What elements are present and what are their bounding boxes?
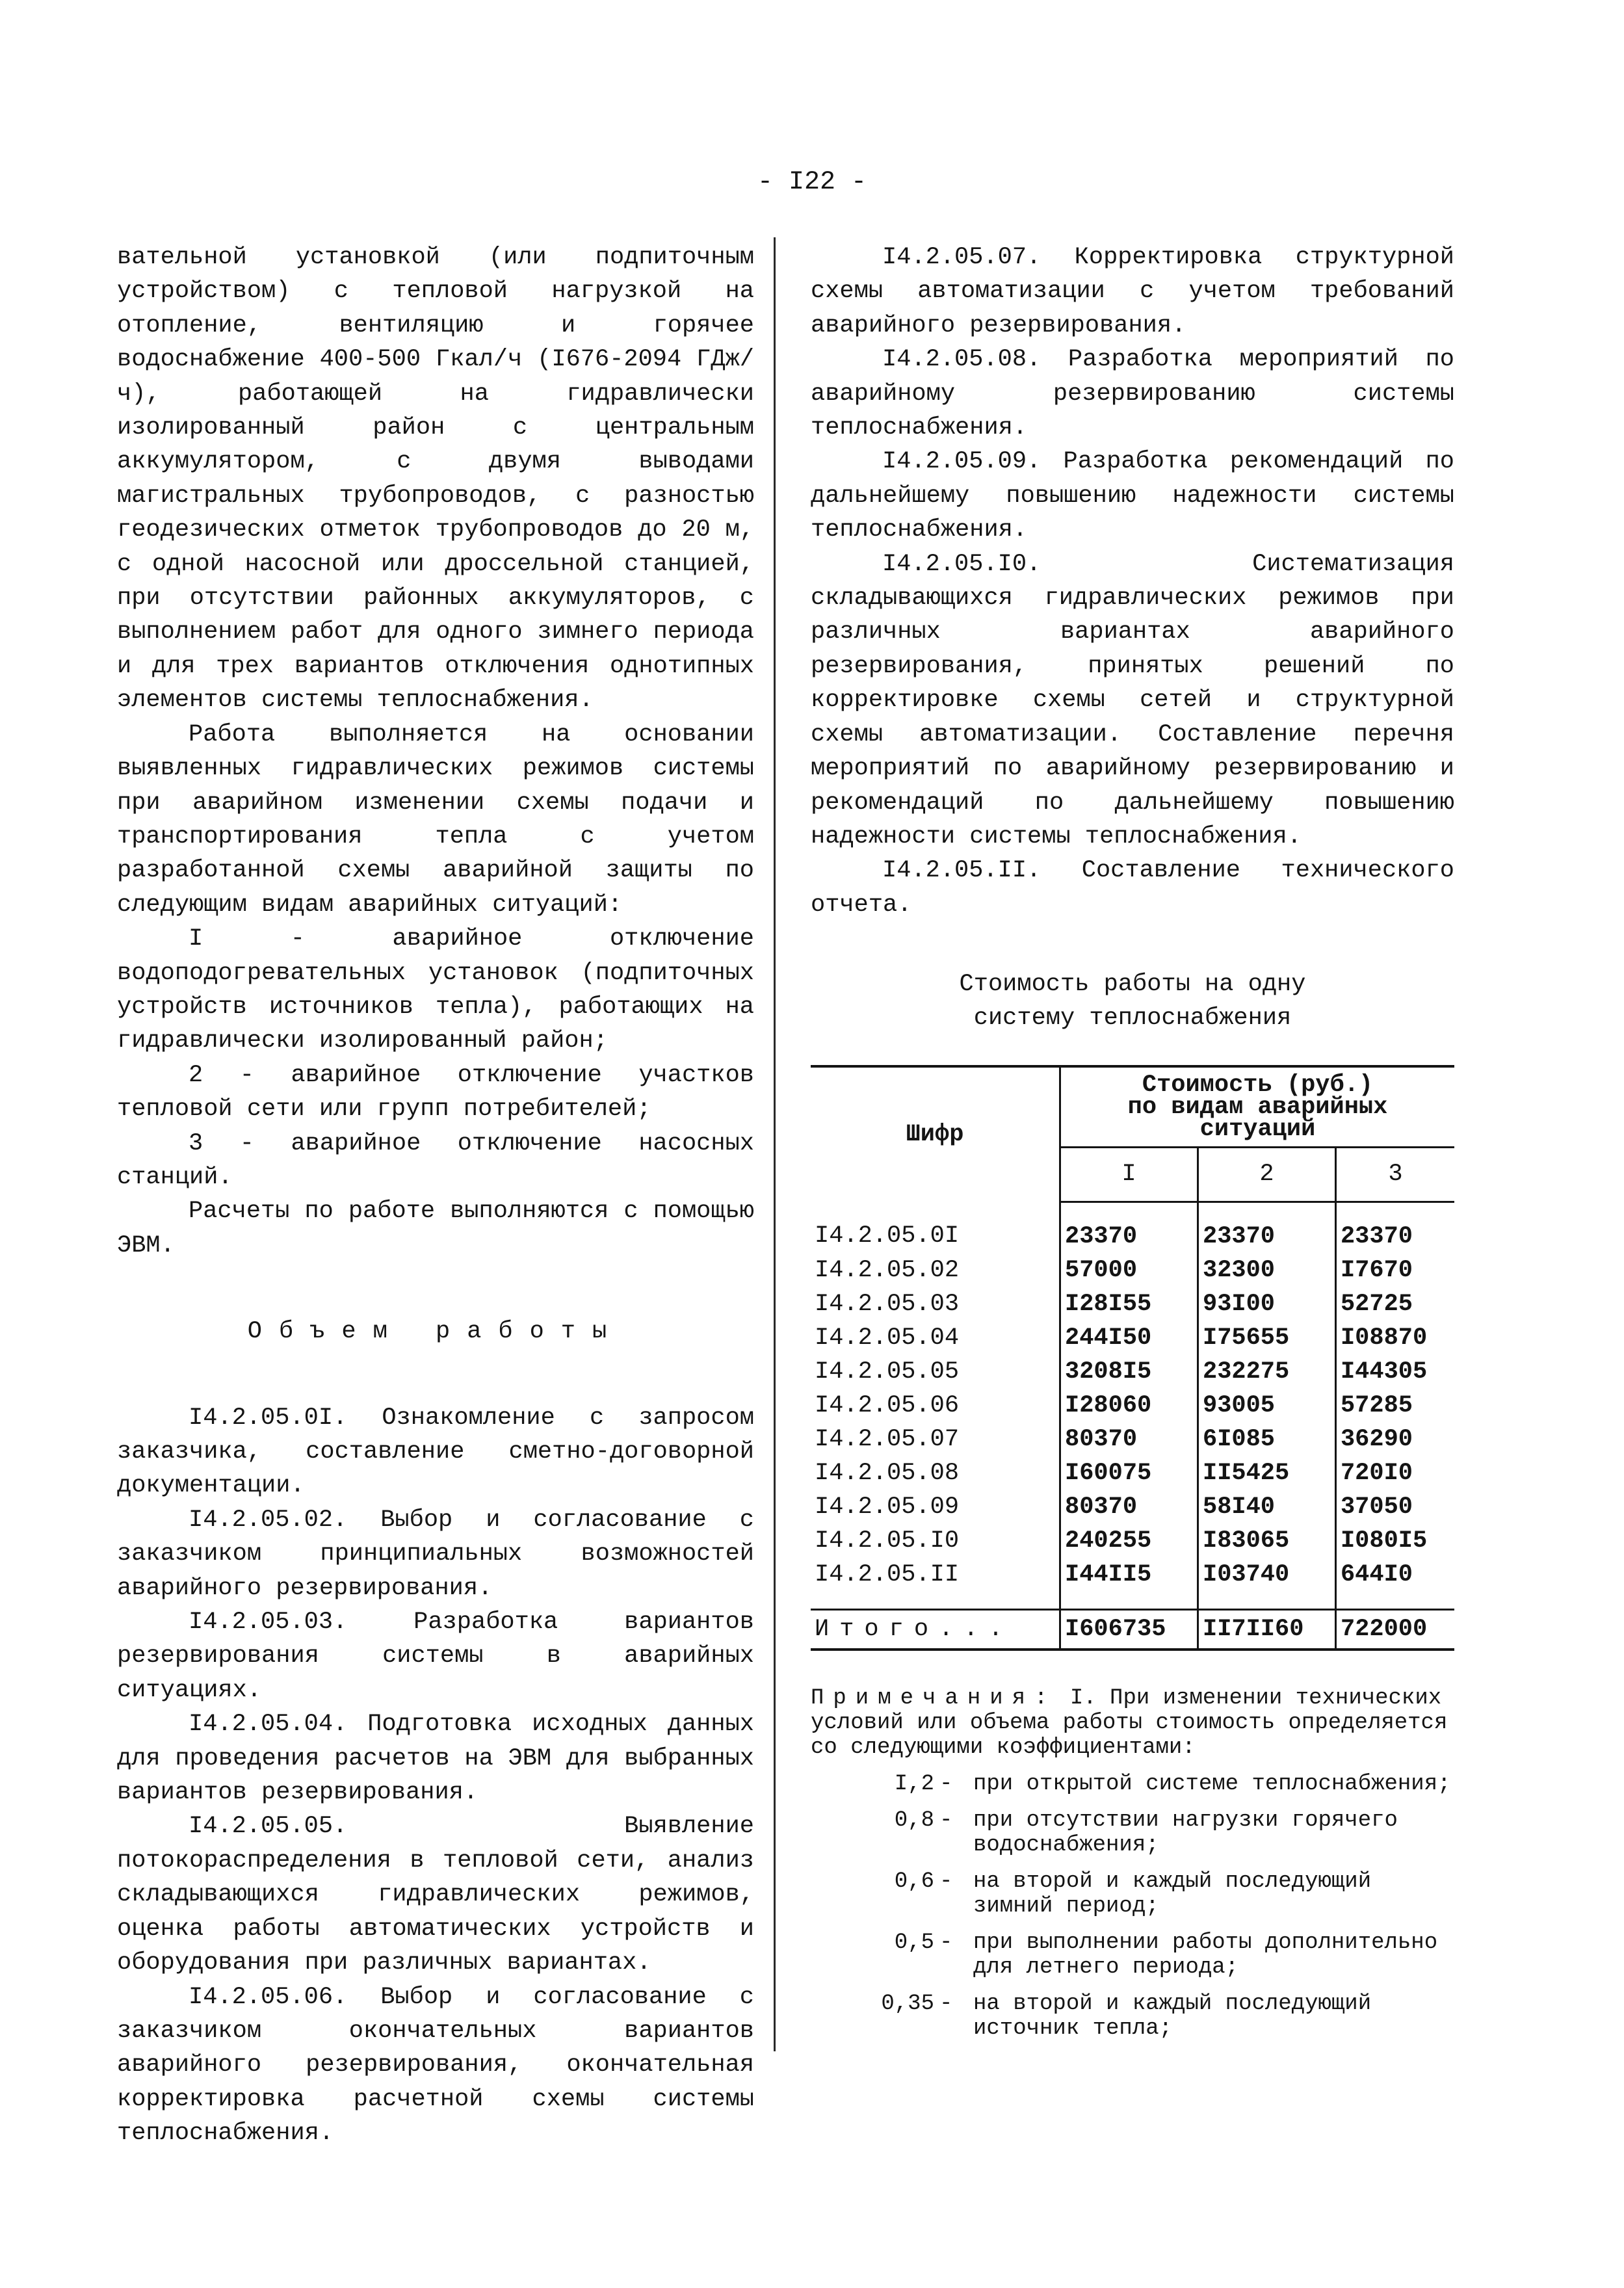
column-divider	[774, 237, 776, 2051]
cost-cell: 36290	[1340, 1425, 1413, 1453]
coefficient-dash: -	[939, 1771, 953, 1796]
coefficient-dash: -	[939, 1930, 953, 1955]
cost-cell: 23370	[1198, 1202, 1335, 1254]
situation-item: I - аварийное отключение водоподогревательных установок (подпиточных устройств источников тепла), работающих на гидравлически изолированный район;	[117, 925, 754, 1055]
table-row	[811, 1524, 1454, 1558]
coefficient-item	[811, 1930, 1454, 1980]
coefficient-text: при выполнении работы дополнительно для летнего периода;	[973, 1930, 1438, 1980]
work-item: I4.2.05.07. Корректировка структурной схемы автоматизации с учетом требований аварийного резервирования.	[811, 244, 1454, 339]
coefficient-value: I,2	[894, 1771, 934, 1796]
coefficient-item	[811, 1772, 1454, 1796]
cost-cell: 644I0	[1340, 1560, 1413, 1588]
code-cell: I4.2.05.0I	[811, 1202, 1060, 1254]
total-cell: 722000	[1335, 1609, 1454, 1650]
coefficient-value: 0,6	[894, 1869, 934, 1894]
cost-cell: I60075	[1060, 1456, 1198, 1490]
work-item: I4.2.05.I0. Систематизация складывающихся гидравлических режимов при различных вариантах аварийного резервирования, принятых решений по корректировке схемы сетей и структурной схемы автоматизации. Составление перечня мероприятий по аварийному резервированию и рекомендаций по дальнейшему повышению надежности системы теплоснабжения.	[811, 550, 1454, 850]
situation-header: 2	[1198, 1147, 1335, 1202]
cost-header-line: по видам аварийных	[1127, 1093, 1388, 1121]
cost-cell: I08870	[1340, 1324, 1428, 1352]
table-row	[811, 1389, 1454, 1423]
cost-cell: 240255	[1060, 1524, 1198, 1558]
coefficient-text: при отсутствии нагрузки горячего водоснабжения;	[973, 1808, 1398, 1858]
coefficient-text: на второй и каждый последующий источник тепла;	[973, 1991, 1372, 2041]
cost-cell: I44305	[1340, 1358, 1428, 1386]
coefficient-dash: -	[939, 1808, 953, 1833]
work-item: I4.2.05.08. Разработка мероприятий по аварийному резервированию системы теплоснабжения.	[811, 346, 1454, 442]
cost-table	[811, 1065, 1454, 1651]
section-title: Объем работы	[247, 1318, 624, 1346]
cost-cell: 3208I5	[1060, 1355, 1198, 1389]
total-label: Итого...	[811, 1609, 1060, 1650]
cost-cell: I080I5	[1340, 1527, 1428, 1555]
table-caption-line: систему теплоснабжения	[973, 1005, 1292, 1032]
code-cell: I4.2.05.I0	[811, 1524, 1060, 1558]
table-row	[811, 1202, 1454, 1254]
cost-cell: 80370	[1060, 1490, 1198, 1524]
cost-cell: I7670	[1340, 1256, 1413, 1284]
cost-cell: I28I55	[1060, 1287, 1198, 1321]
cost-cell: II5425	[1198, 1456, 1335, 1490]
notes-label: Примечания:	[811, 1685, 1057, 1711]
computer-note: Расчеты по работе выполняются с помощью ЭВМ.	[117, 1198, 754, 1259]
situation-item: 3 - аварийное отключение насосных станций.	[117, 1129, 754, 1191]
table-caption	[811, 967, 1454, 1035]
cost-cell: I03740	[1198, 1558, 1335, 1610]
table-row	[811, 1321, 1454, 1355]
cost-cell: 232275	[1198, 1355, 1335, 1389]
cost-cell: 23370	[1060, 1202, 1198, 1254]
cost-cell: I28060	[1060, 1389, 1198, 1423]
coefficient-dash: -	[939, 1991, 953, 2016]
cost-cell: I83065	[1198, 1524, 1335, 1558]
coefficient-value: 0,8	[894, 1808, 934, 1833]
cost-cell: 93I00	[1198, 1287, 1335, 1321]
work-item: I4.2.05.09. Разработка рекомендаций по дальнейшему повышению надежности системы теплоснабжения.	[811, 448, 1454, 544]
code-cell: I4.2.05.02	[811, 1254, 1060, 1287]
table-row	[811, 1355, 1454, 1389]
cost-cell: 57285	[1340, 1391, 1413, 1419]
cost-cell: I44II5	[1060, 1558, 1198, 1610]
left-column	[117, 241, 754, 2151]
work-item: I4.2.05.04. Подготовка исходных данных для проведения расчетов на ЭВМ для выбранных вариантов резервирования.	[117, 1711, 754, 1807]
code-cell: I4.2.05.04	[811, 1321, 1060, 1355]
right-column	[811, 241, 1454, 2041]
cost-cell: 37050	[1340, 1493, 1413, 1521]
coefficient-text: при открытой системе теплоснабжения;	[973, 1771, 1451, 1796]
code-column-header: Шифр	[811, 1066, 1060, 1202]
cost-cell: 720I0	[1340, 1459, 1413, 1487]
cost-cell: 23370	[1340, 1222, 1413, 1250]
code-cell: I4.2.05.II	[811, 1558, 1060, 1610]
table-row	[811, 1423, 1454, 1456]
table-caption-line: Стоимость работы на одну	[959, 971, 1306, 999]
intro-paragraph: вательной установкой (или подпиточным устройством) с тепловой нагрузкой на отопление, вентиляцию и горячее водоснабжение 400-500 Гкал/ч (I676-2094 ГДж/ч), работающей на гидравлически изолированный район с центральным аккумулятором, с двумя выводами магистральных трубопроводов, с разностью геодезических отметок трубопроводов до 20 м, с одной насосной или дроссельной станцией, при отсутствии районных аккумуляторов, с выполнением работ для одного зимнего периода и для трех вариантов отключения однотипных элементов системы теплоснабжения.	[117, 244, 754, 715]
cost-cell: 52725	[1340, 1290, 1413, 1318]
cost-column-header	[1060, 1066, 1455, 1147]
code-cell: I4.2.05.05	[811, 1355, 1060, 1389]
table-row	[811, 1456, 1454, 1490]
cost-header-line: ситуаций	[1199, 1115, 1316, 1143]
total-cell: I606735	[1060, 1609, 1198, 1650]
notes	[811, 1686, 1454, 2041]
coefficient-dash: -	[939, 1869, 953, 1894]
total-cell: II7II60	[1198, 1609, 1335, 1650]
coefficient-item	[811, 1992, 1454, 2041]
coefficient-item	[811, 1808, 1454, 1858]
notes-intro-text: I. При изменении технических условий или объема работы стоимость определяется со следующими коэффициентами:	[811, 1685, 1448, 1760]
cost-cell: 32300	[1198, 1254, 1335, 1287]
basis-paragraph: Работа выполняется на основании выявленных гидравлических режимов системы при аварийном изменении схемы подачи и транспортирования тепла с учетом разработанной схемы аварийной защиты по следующим видам аварийных ситуаций:	[117, 720, 754, 919]
cost-cell: 80370	[1060, 1423, 1198, 1456]
work-item: I4.2.05.03. Разработка вариантов резервирования системы в аварийных ситуациях.	[117, 1609, 754, 1704]
coefficient-item	[811, 1869, 1454, 1919]
cost-cell: 93005	[1198, 1389, 1335, 1423]
cost-cell: 57000	[1060, 1254, 1198, 1287]
page-number: - I22 -	[757, 168, 867, 197]
code-cell: I4.2.05.08	[811, 1456, 1060, 1490]
cost-cell: 58I40	[1198, 1490, 1335, 1524]
table-row	[811, 1287, 1454, 1321]
work-item: I4.2.05.06. Выбор и согласование с заказчиком окончательных вариантов аварийного резервирования, окончательная корректировка расчетной схемы системы теплоснабжения.	[117, 1983, 754, 2148]
code-cell: I4.2.05.09	[811, 1490, 1060, 1524]
code-cell: I4.2.05.06	[811, 1389, 1060, 1423]
situation-header: I	[1060, 1147, 1198, 1202]
coefficient-value: 0,5	[894, 1930, 934, 1955]
work-item: I4.2.05.0I. Ознакомление с запросом заказчика, составление сметно-договорной документации.	[117, 1404, 754, 1500]
table-row	[811, 1254, 1454, 1287]
work-item: I4.2.05.02. Выбор и согласование с заказчиком принципиальных возможностей аварийного резервирования.	[117, 1506, 754, 1602]
cost-cell: 244I50	[1060, 1321, 1198, 1355]
situation-header: 3	[1335, 1147, 1454, 1202]
work-item: I4.2.05.II. Составление технического отчета.	[811, 857, 1454, 919]
work-item: I4.2.05.05. Выявление потокораспределения в тепловой сети, анализ складывающихся гидравлических режимов, оценка работы автоматических устройств и оборудования при различных вариантах.	[117, 1813, 754, 1977]
cost-header-line: Стоимость (руб.)	[1142, 1071, 1374, 1099]
cost-cell: 6I085	[1198, 1423, 1335, 1456]
cost-cell: I75655	[1198, 1321, 1335, 1355]
notes-intro	[811, 1686, 1454, 1760]
table-row	[811, 1558, 1454, 1610]
situation-item: 2 - аварийное отключение участков тепловой сети или групп потребителей;	[117, 1061, 754, 1124]
total-row	[811, 1609, 1454, 1650]
table-row	[811, 1490, 1454, 1524]
coefficient-text: на второй и каждый последующий зимний период;	[973, 1869, 1372, 1919]
code-cell: I4.2.05.03	[811, 1287, 1060, 1321]
coefficient-value: 0,35	[881, 1991, 934, 2016]
code-cell: I4.2.05.07	[811, 1423, 1060, 1456]
